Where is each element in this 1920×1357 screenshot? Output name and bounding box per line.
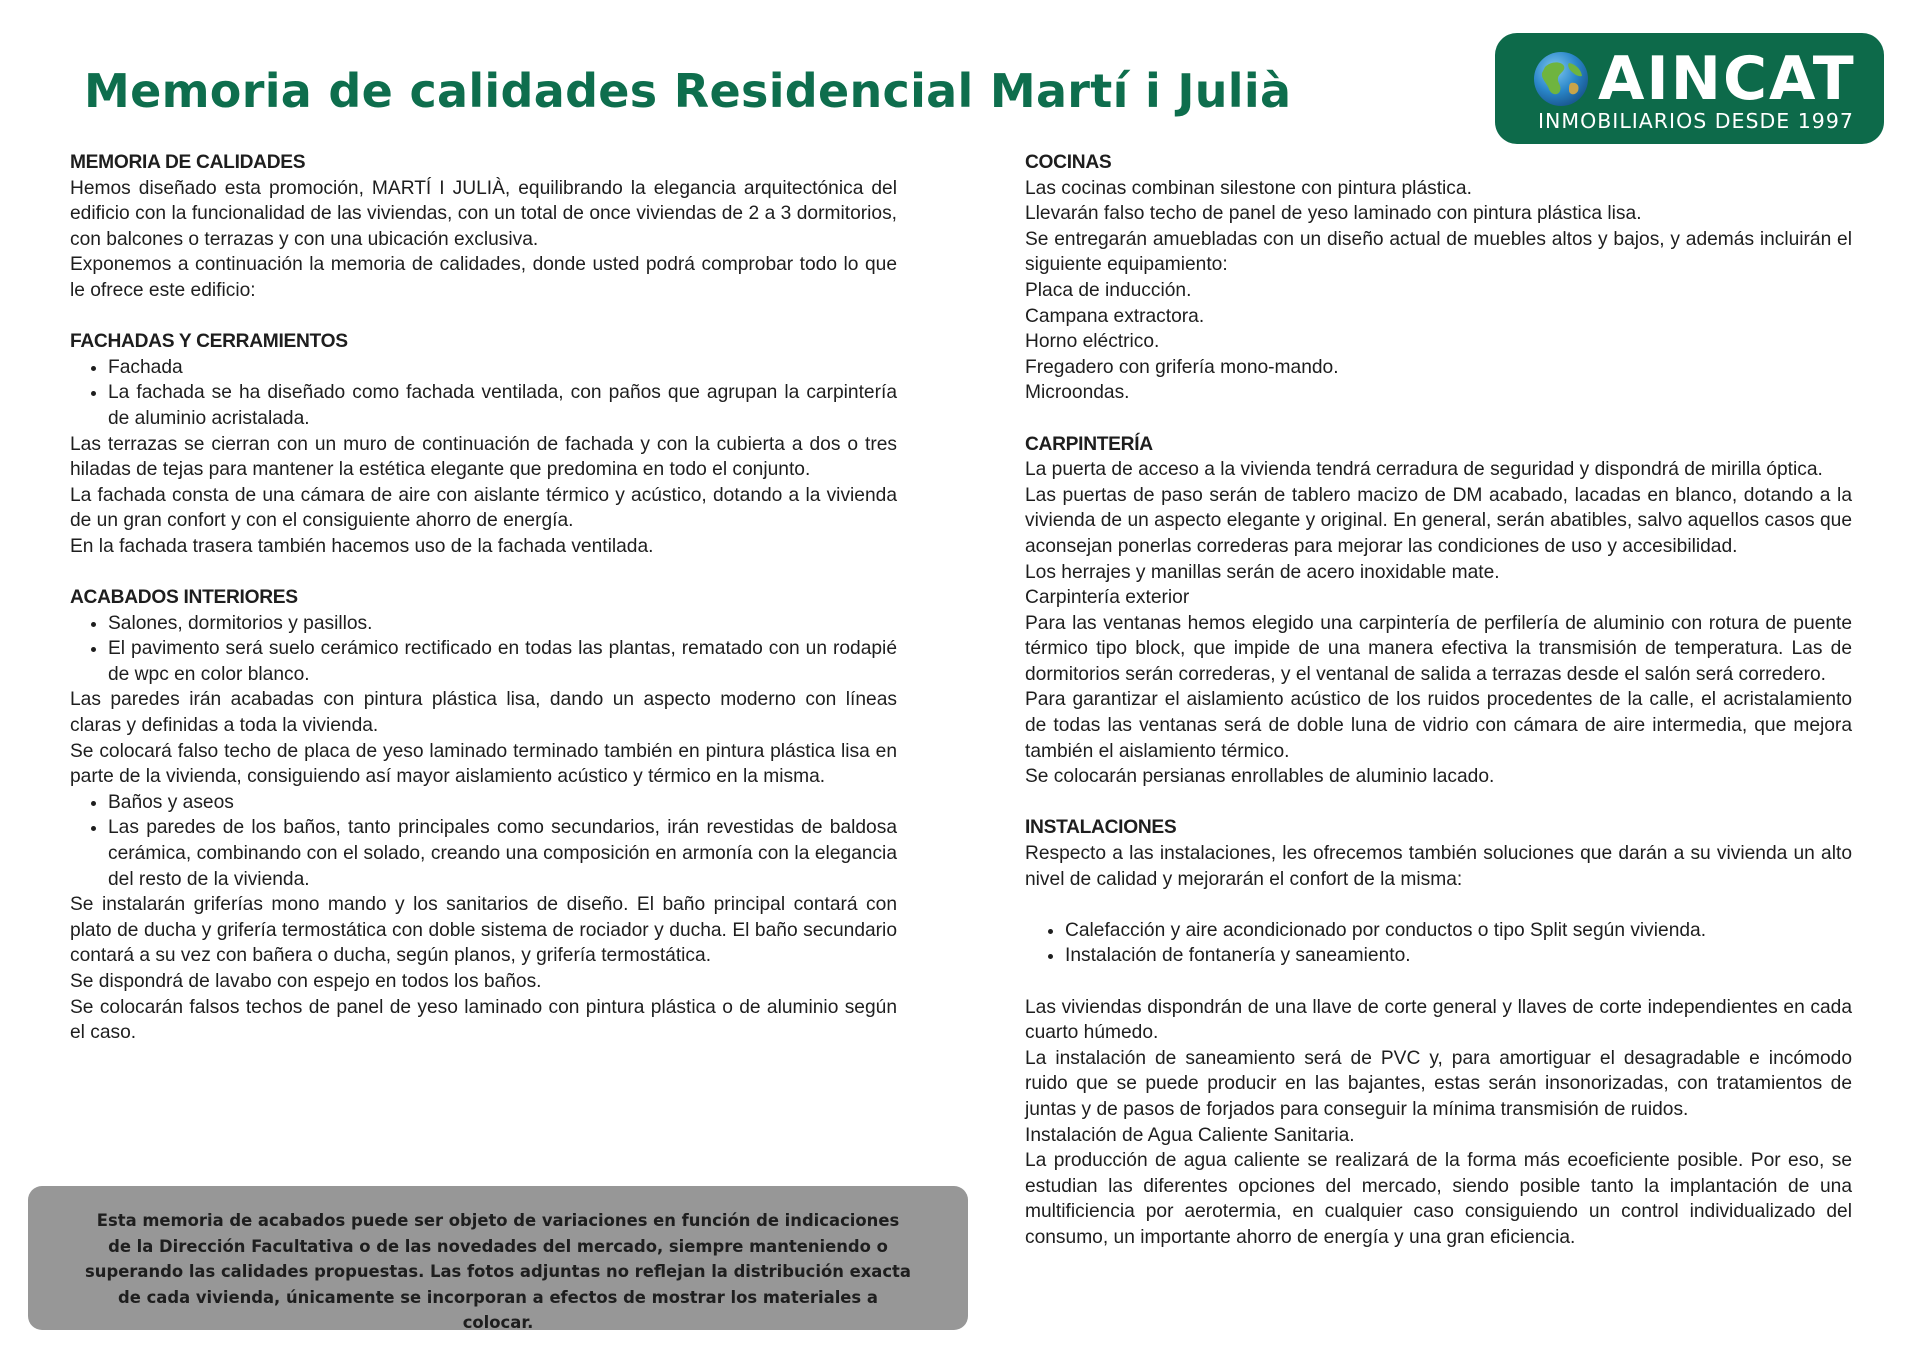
- instalaciones-line: La producción de agua caliente se realizará de la forma más ecoeficiente posible. Por eso, se estudian las diferentes opciones del mercado, siendo posible tanto la implantación de una multificiencia por aerotermia, en cualquier caso consiguiendo un control individualizado del consumo, un importante ahorro de energía y una gran eficiencia.: [1025, 1150, 1852, 1248]
- globe-icon: [1531, 49, 1591, 109]
- cocinas-line: Fregadero con grifería mono-mando.: [1025, 356, 1339, 378]
- acabados-paragraph: Se dispondrá de lavabo con espejo en todos los baños.: [70, 971, 542, 992]
- banos-list: [70, 790, 897, 892]
- list-item: • Instalación de fontanería y saneamiento.: [1065, 943, 1852, 969]
- acabados-paragraph: Se colocarán falsos techos de panel de yeso laminado con pintura plástica o de aluminio según el caso.: [70, 996, 897, 1044]
- disclaimer-note: Esta memoria de acabados puede ser objeto de variaciones en función de indicaciones de la Dirección Facultativa o de las novedades del mercado, siempre manteniendo o superando las calidades propuestas. Las fotos adjuntas no reflejan la distribución exacta de cada vivienda, únicamente se incorporan a efectos de mostrar los materiales a colocar.: [28, 1186, 968, 1330]
- fachadas-paragraph: La fachada consta de una cámara de aire con aislante térmico y acústico, dotando a la vivienda de un gran confort y con el consiguiente ahorro de energía.: [70, 484, 897, 532]
- page-title: Memoria de calidades Residencial Martí i Julià: [84, 64, 1292, 118]
- carpinteria-heading: CARPINTERÍA: [1025, 433, 1153, 455]
- list-item: • Baños y aseos: [108, 790, 897, 816]
- list-item: • Fachada: [108, 355, 897, 381]
- cocinas-line: Las cocinas combinan silestone con pintura plástica.: [1025, 177, 1472, 199]
- cocinas-line: Horno eléctrico.: [1025, 331, 1160, 353]
- instalaciones-heading: INSTALACIONES: [1025, 817, 1177, 839]
- acabados-paragraph: Se colocará falso techo de placa de yeso laminado terminado también en pintura plástica lisa en parte de la vivienda, consiguiendo así mayor aislamiento acústico y térmico en la misma.: [70, 740, 897, 788]
- logo-brand: AINCAT: [1598, 44, 1856, 114]
- cocinas-line: Se entregarán amuebladas con un diseño actual de muebles altos y bajos, y además incluirán el siguiente equipamiento:: [1025, 228, 1852, 276]
- memoria-paragraph: Exponemos a continuación la memoria de calidades, donde usted podrá comprobar todo lo que le ofrece este edificio:: [70, 254, 897, 301]
- cocinas-line: Placa de inducción.: [1025, 279, 1192, 301]
- acabados-heading: ACABADOS INTERIORES: [70, 587, 298, 609]
- right-column: [1025, 150, 1852, 1251]
- acabados-list: [70, 611, 897, 688]
- instalaciones-line: Instalación de Agua Caliente Sanitaria.: [1025, 1124, 1355, 1146]
- cocinas-line: Microondas.: [1025, 382, 1130, 404]
- instalaciones-line: La instalación de saneamiento será de PVC y, para amortiguar el desagradable e incómodo ruido que se puede producir en las bajantes, estas serán insonorizadas, con tratamientos de juntas y de pasos de forjados para conseguir la mínima transmisión de ruidos.: [1025, 1047, 1852, 1120]
- fachadas-list: [70, 355, 897, 432]
- memoria-paragraph: Hemos diseñado esta promoción, MARTÍ I JULIÀ, equilibrando la elegancia arquitectónica del edificio con la funcionalidad de las viviendas, con un total de once viviendas de 2 a 3 dormitorios, con balcones o terrazas y con una ubicación exclusiva.: [70, 177, 897, 250]
- logo-tagline: INMOBILIARIOS DESDE 1997: [1538, 109, 1854, 133]
- cocinas-line: Llevarán falso techo de panel de yeso laminado con pintura plástica lisa.: [1025, 203, 1642, 225]
- cocinas-heading: COCINAS: [1025, 152, 1112, 173]
- aincat-logo: [1495, 33, 1884, 144]
- carpinteria-line: Para las ventanas hemos elegido una carpintería de perfilería de aluminio con rotura de puente térmico tipo block, que impide de una manera efectiva la transmisión de temperatura. Las de dormitorios serán correderas, y el ventanal de salida a terrazas desde el salón será corredero.: [1025, 612, 1852, 685]
- instalaciones-list: [1025, 918, 1852, 969]
- carpinteria-line: Carpintería exterior: [1025, 587, 1190, 609]
- list-item: • Salones, dormitorios y pasillos.: [108, 611, 897, 637]
- instalaciones-line: Las viviendas dispondrán de una llave de corte general y llaves de corte independientes en cada cuarto húmedo.: [1025, 996, 1852, 1044]
- carpinteria-line: Los herrajes y manillas serán de acero inoxidable mate.: [1025, 561, 1500, 583]
- fachadas-paragraph: En la fachada trasera también hacemos uso de la fachada ventilada.: [70, 535, 654, 557]
- carpinteria-line: Las puertas de paso serán de tablero macizo de DM acabado, lacadas en blanco, dotando a la vivienda de un aspecto elegante y original. En general, serán abatibles, salvo aquellos casos que aconsejan ponerlas correderas para mejorar las condiciones de uso y accesibilidad.: [1025, 484, 1852, 557]
- instalaciones-intro: Respecto a las instalaciones, les ofrecemos también soluciones que darán a su vivienda un alto nivel de calidad y mejorarán el confort de la misma:: [1025, 843, 1852, 890]
- cocinas-line: Campana extractora.: [1025, 305, 1205, 327]
- list-item: • Las paredes de los baños, tanto principales como secundarios, irán revestidas de baldosa cerámica, combinando con el solado, creando una composición en armonía con la elegancia del resto de la vivienda.: [108, 815, 897, 892]
- list-item: • El pavimento será suelo cerámico rectificado en todas las plantas, rematado con un rodapié de wpc en color blanco.: [108, 636, 897, 687]
- memoria-heading: MEMORIA DE CALIDADES: [70, 152, 306, 173]
- carpinteria-line: Para garantizar el aislamiento acústico de los ruidos procedentes de la calle, el acristalamiento de todas las ventanas será de doble luna de vidrio con cámara de aire intermedia, que mejora también el aislamiento térmico.: [1025, 689, 1852, 762]
- list-item: • Calefacción y aire acondicionado por conductos o tipo Split según vivienda.: [1065, 918, 1852, 944]
- fachadas-paragraph: Las terrazas se cierran con un muro de continuación de fachada y con la cubierta a dos o tres hiladas de tejas para mantener la estética elegante que predomina en todo el conjunto.: [70, 433, 897, 481]
- left-column: [70, 150, 897, 1046]
- fachadas-heading: FACHADAS Y CERRAMIENTOS: [70, 331, 348, 353]
- acabados-paragraph: Se instalarán griferías mono mando y los sanitarios de diseño. El baño principal contará con plato de ducha y grifería termostática con doble sistema de rociador y ducha. El baño secundario contará a su vez con bañera o ducha, según planos, y grifería termostática.: [70, 894, 897, 967]
- carpinteria-line: La puerta de acceso a la vivienda tendrá cerradura de seguridad y dispondrá de mirilla óptica.: [1025, 459, 1823, 481]
- carpinteria-line: Se colocarán persianas enrollables de aluminio lacado.: [1025, 766, 1495, 788]
- acabados-paragraph: Las paredes irán acabadas con pintura plástica lisa, dando un aspecto moderno con líneas claras y definidas a toda la vivienda.: [70, 689, 897, 737]
- list-item: • La fachada se ha diseñado como fachada ventilada, con paños que agrupan la carpintería de aluminio acristalada.: [108, 380, 897, 431]
